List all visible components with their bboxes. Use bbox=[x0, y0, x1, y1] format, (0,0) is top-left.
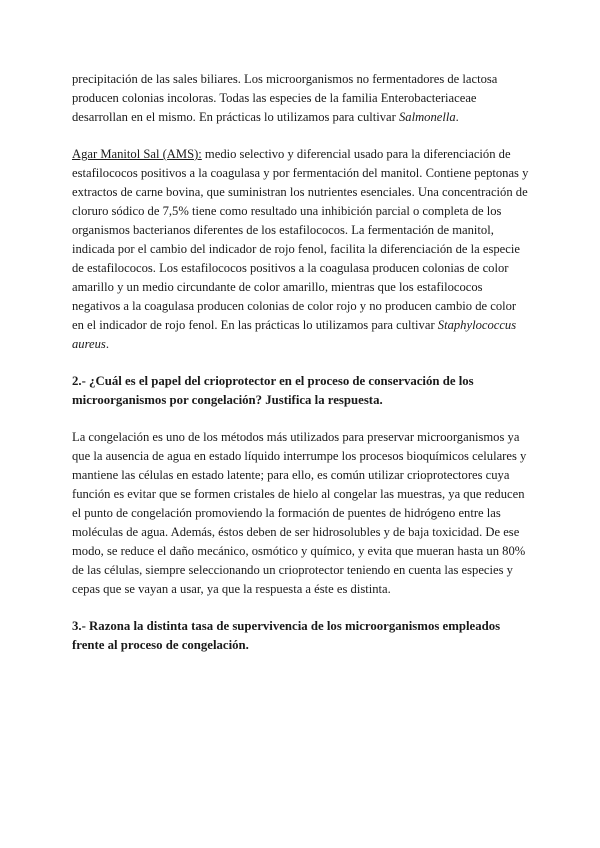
paragraph-text: precipitación de las sales biliares. Los microorganismos no fermentadores de lactosa producen colonias incoloras. Todas las especies de la familia Enterobacteriaceae desarrollan en el mismo. En prácticas lo utilizamos para cultivar bbox=[72, 72, 498, 124]
document-page bbox=[72, 70, 530, 673]
answer-2-paragraph: La congelación es uno de los métodos más utilizados para preservar microorganismos ya que la ausencia de agua en estado líquido interrumpe los procesos bioquímicos celulares y mantiene las células en estado latente; para ello, es común utilizar crioprotectores cuya función es evitar que se formen cristales de hielo al congelar las muestras, ya que reducen el punto de congelación promoviendo la formación de puentes de hidrógeno entre las moléculas de agua. Además, éstos deben de ser hidrosolubles y de baja toxicidad. De ese modo, se reduce el daño mecánico, osmótico y químico, y evita que mueran hasta un 80% de las células, siempre seleccionando un crioprotector teniendo en cuenta las especies y cepas que se vayan a usar, ya que la respuesta a éste es distinta. bbox=[72, 430, 527, 596]
paragraph-end: . bbox=[455, 110, 459, 124]
organism-salmonella: Salmonella bbox=[398, 110, 456, 124]
term-ams: Agar Manitol Sal (AMS): bbox=[72, 147, 202, 161]
paragraph-text: medio selectivo y diferencial usado para la diferenciación de estafilococos positivos a la coagulasa y por fermentación del manitol. Contiene peptonas y extractos de carne bovina, que suministran los nutrientes esenciales. Una concentración de cloruro sódico de 7,5% tiene como resultado una inhibición parcial o completa de los organismos bacterianos diferentes de los estafilococos. La fermentación de manitol, indicada por el cambio del indicador de rojo fenol, facilita la diferenciación de la especie de estafilococos. Los estafilococos positivos a la coagulasa producen colonias de color amarillo y un medio circundante de color amarillo, mientras que los estafilococos negativos a la coagulasa producen colonias de color rojo y no producen cambio de color en el indicador de rojo fenol. En las prácticas lo utilizamos para cultivar bbox=[72, 147, 529, 332]
paragraph-ams bbox=[72, 145, 530, 354]
paragraph-end: . bbox=[105, 337, 109, 351]
organism-staphylococcus: Staphylococcus aureus bbox=[72, 318, 517, 351]
question-3-heading: 3.- Razona la distinta tasa de supervivencia de los microorganismos empleados frente al proceso de congelación. bbox=[72, 619, 501, 652]
question-2-heading: 2.- ¿Cuál es el papel del crioprotector en el proceso de conservación de los microorganismos por congelación? Justifica la respuesta. bbox=[72, 374, 474, 407]
paragraph-bile-salts bbox=[72, 70, 530, 127]
